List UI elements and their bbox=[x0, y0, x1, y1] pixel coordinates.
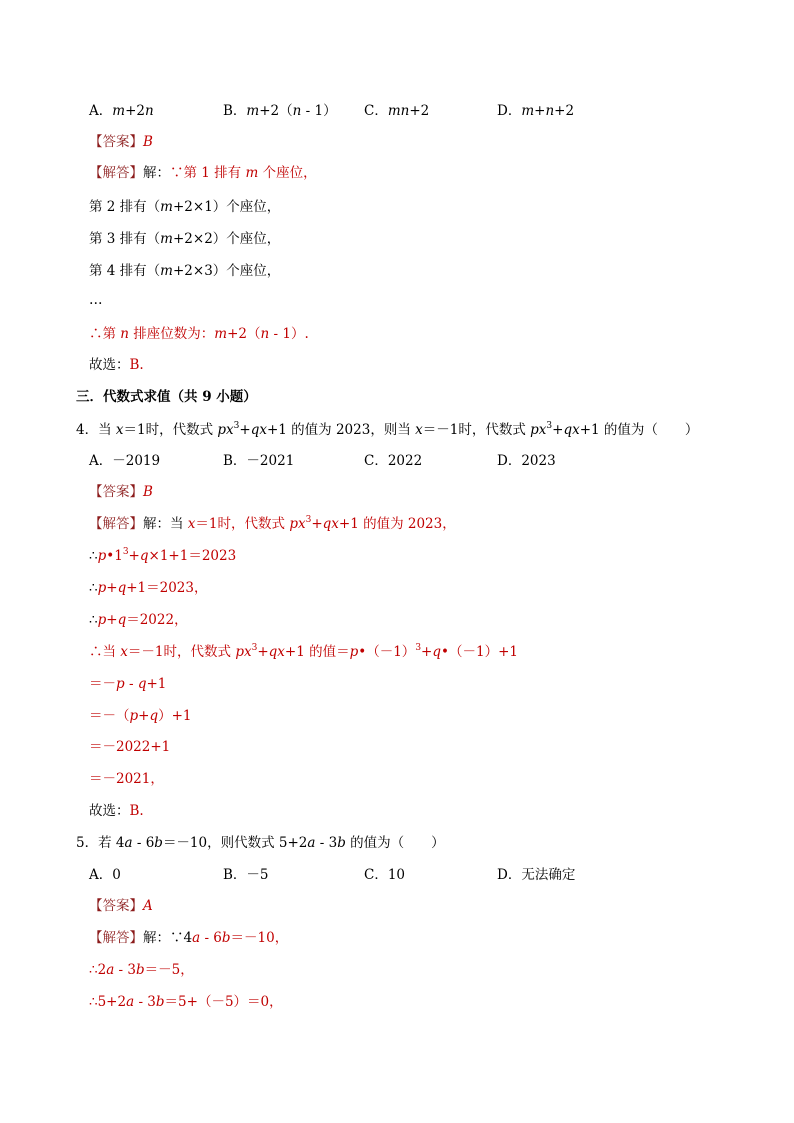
text-run: m bbox=[160, 263, 173, 279]
text-run: •1 bbox=[106, 548, 123, 564]
text-run: +1 的值＝ bbox=[284, 644, 350, 660]
text-run: a bbox=[126, 994, 135, 1010]
text-run: ＝－ bbox=[89, 676, 116, 692]
q4-line-2 bbox=[89, 610, 188, 630]
text-run: 第 3 排有（ bbox=[89, 231, 161, 247]
q4-option-d: D．2023 bbox=[497, 453, 556, 469]
q4-line-6 bbox=[89, 737, 170, 757]
q5-option-d: D．无法确定 bbox=[497, 867, 576, 883]
text-run: q bbox=[139, 548, 149, 564]
text-run: 5．若 4 bbox=[76, 835, 125, 851]
text-run: x bbox=[120, 644, 128, 660]
option-key: D． bbox=[497, 103, 522, 119]
text-run: m bbox=[245, 165, 259, 181]
q4-stem bbox=[76, 420, 698, 440]
text-run: px bbox=[235, 644, 252, 660]
q3-option-b bbox=[223, 101, 337, 121]
text-run: a bbox=[106, 962, 115, 978]
answer-label: 【答案】 bbox=[89, 898, 143, 914]
text-run: + bbox=[534, 103, 546, 119]
answer-value: A bbox=[143, 898, 153, 914]
q4-solution-line bbox=[89, 514, 456, 534]
text-run: ∴ bbox=[89, 612, 98, 628]
text-run: ＝－5， bbox=[144, 962, 194, 978]
q5-line-0 bbox=[89, 960, 194, 980]
text-run: ∴5+2 bbox=[89, 994, 127, 1010]
text-run: B bbox=[129, 357, 140, 373]
text-run: 第 4 排有（ bbox=[89, 263, 161, 279]
text-run: n bbox=[292, 103, 302, 119]
text-run: ＝2022， bbox=[126, 612, 188, 628]
text-run: . bbox=[139, 357, 144, 373]
answer-value: B bbox=[143, 134, 153, 150]
q4-line-5 bbox=[89, 706, 192, 726]
solution-text bbox=[143, 516, 456, 532]
text-run: +2×3）个座位， bbox=[172, 263, 281, 279]
text-run: . bbox=[139, 803, 144, 819]
answer-label: 【答案】 bbox=[89, 484, 143, 500]
q3-solution-line-0 bbox=[89, 163, 317, 183]
text-run: q bbox=[432, 644, 442, 660]
text-run: + bbox=[106, 580, 118, 596]
text-run: ∵第 1 排有 bbox=[170, 165, 246, 181]
text-run: m bbox=[112, 103, 126, 119]
text-run: +1 的值为 2023，则当 bbox=[266, 422, 416, 438]
q3-option-a bbox=[89, 101, 154, 121]
text-run: +2（ bbox=[227, 326, 261, 342]
solution-label: 【解答】 bbox=[89, 165, 143, 181]
q4-line-3 bbox=[89, 642, 518, 662]
text-run: •（－1） bbox=[358, 644, 416, 660]
text-run: ＝－2022+1 bbox=[89, 739, 171, 755]
q5-option-c: C．10 bbox=[364, 867, 406, 883]
text-run: 解：当 bbox=[143, 516, 188, 532]
q4-line-4 bbox=[89, 674, 166, 694]
section-heading: 三．代数式求值（共 9 小题） bbox=[76, 389, 257, 405]
text-run: 3 bbox=[251, 643, 258, 653]
answer-value: B bbox=[143, 484, 153, 500]
text-run: 个座位， bbox=[258, 165, 317, 181]
q4-conclusion bbox=[89, 801, 144, 821]
q3-solution-line-3 bbox=[89, 261, 280, 281]
text-run: 4．当 bbox=[76, 422, 116, 438]
text-run: ＝5+（－5）＝0， bbox=[164, 994, 283, 1010]
text-run: 3 bbox=[122, 547, 129, 557]
text-run: p bbox=[129, 708, 139, 724]
text-run: ＝－（ bbox=[89, 708, 130, 724]
text-run: n bbox=[144, 103, 154, 119]
text-run: ＝1时，代数式 bbox=[195, 516, 290, 532]
q5-stem bbox=[76, 833, 445, 853]
text-run: 解：∵4 bbox=[143, 930, 193, 946]
q5-option-b: B．－5 bbox=[223, 867, 269, 883]
text-run: qx bbox=[268, 644, 285, 660]
text-run: x bbox=[415, 422, 423, 438]
text-run: q bbox=[117, 580, 127, 596]
text-run: b bbox=[135, 962, 145, 978]
text-run: B bbox=[129, 803, 140, 819]
text-run: m bbox=[160, 199, 173, 215]
text-run: qx bbox=[563, 422, 580, 438]
text-run: +1 bbox=[146, 676, 167, 692]
text-run: qx bbox=[322, 516, 339, 532]
text-run: +1 的值为（ ） bbox=[579, 422, 699, 438]
text-run: +1＝2023， bbox=[126, 580, 208, 596]
text-run: - 6 bbox=[132, 835, 155, 851]
option-key: C． bbox=[364, 103, 388, 119]
text-run: - 3 bbox=[114, 962, 136, 978]
q3-solution-line-2 bbox=[89, 229, 280, 249]
text-run: + bbox=[311, 516, 323, 532]
text-run: b bbox=[221, 930, 231, 946]
text-run: a bbox=[307, 835, 316, 851]
text-run: 3 bbox=[415, 643, 422, 653]
text-run: +2 bbox=[409, 103, 430, 119]
answer-label: 【答案】 bbox=[89, 134, 143, 150]
text-run: 故选： bbox=[89, 357, 130, 373]
q4-line-0 bbox=[89, 546, 236, 566]
q5-answer bbox=[89, 896, 153, 916]
option-key: B． bbox=[223, 103, 247, 119]
text-run: n bbox=[545, 103, 555, 119]
text-run: +1 的值为 2023， bbox=[338, 516, 456, 532]
q4-option-a: A．－2019 bbox=[89, 453, 161, 469]
text-run: n bbox=[120, 326, 129, 342]
text-run: qx bbox=[250, 422, 267, 438]
text-run: ∴第 bbox=[89, 326, 121, 342]
text-run: - 1） bbox=[301, 103, 337, 119]
q4-line-1 bbox=[89, 578, 207, 598]
text-run: n bbox=[260, 326, 270, 342]
text-run: p bbox=[116, 676, 125, 692]
text-run: … bbox=[89, 292, 103, 308]
text-run: m bbox=[521, 103, 535, 119]
q4-line-7 bbox=[89, 769, 164, 789]
solution-start: 解： bbox=[143, 165, 170, 181]
text-run: - bbox=[124, 676, 138, 692]
text-run: - 1）. bbox=[269, 326, 309, 342]
q4-option-c: C．2022 bbox=[364, 453, 423, 469]
text-run: b bbox=[337, 835, 346, 851]
text-run: px bbox=[217, 422, 234, 438]
q4-option-b: B．－2021 bbox=[223, 453, 295, 469]
text-run: - 6 bbox=[200, 930, 222, 946]
solution-text bbox=[143, 930, 288, 946]
text-run: +2×2）个座位， bbox=[172, 231, 281, 247]
text-run: ＝－1时，代数式 bbox=[422, 422, 531, 438]
text-run: + bbox=[239, 422, 251, 438]
text-run: b bbox=[155, 994, 165, 1010]
text-run: 3 bbox=[546, 421, 553, 431]
solution-label: 【解答】 bbox=[89, 516, 143, 532]
text-run: ∴2 bbox=[89, 962, 107, 978]
q3-option-c bbox=[364, 101, 429, 121]
text-run: +2×1）个座位， bbox=[172, 199, 281, 215]
solution-label: 【解答】 bbox=[89, 930, 143, 946]
text-run: ＝－10， bbox=[230, 930, 289, 946]
text-run: mn bbox=[387, 103, 410, 119]
q5-line-1 bbox=[89, 992, 283, 1012]
q3-solution-line-1 bbox=[89, 197, 280, 217]
q4-answer bbox=[89, 482, 153, 502]
text-run: ＝－1时，代数式 bbox=[127, 644, 236, 660]
text-run: - 3 bbox=[315, 835, 338, 851]
text-run: p bbox=[97, 548, 107, 564]
text-run: ＝1时，代数式 bbox=[123, 422, 218, 438]
text-run: 的值为（ ） bbox=[345, 835, 445, 851]
text-run: + bbox=[421, 644, 433, 660]
text-run: p bbox=[97, 612, 107, 628]
text-run: ）+1 bbox=[158, 708, 192, 724]
q3-solution-line-4 bbox=[89, 290, 103, 310]
text-run: +2（ bbox=[259, 103, 293, 119]
text-run: +2 bbox=[554, 103, 575, 119]
text-run: ∴ bbox=[89, 548, 98, 564]
text-run: q bbox=[149, 708, 159, 724]
text-run: q bbox=[137, 676, 147, 692]
text-run: 3 bbox=[305, 515, 312, 525]
text-run: q bbox=[117, 612, 127, 628]
text-run: p bbox=[97, 580, 107, 596]
text-run: + bbox=[138, 708, 150, 724]
text-run: - 3 bbox=[134, 994, 156, 1010]
text-run: 故选： bbox=[89, 803, 130, 819]
text-run: 第 2 排有（ bbox=[89, 199, 161, 215]
q3-option-d bbox=[497, 101, 574, 121]
text-run: a bbox=[124, 835, 133, 851]
text-run: ＝－10，则代数式 5+2 bbox=[162, 835, 308, 851]
text-run: m bbox=[246, 103, 260, 119]
q5-solution-line bbox=[89, 928, 288, 948]
text-run: px bbox=[289, 516, 306, 532]
text-run: ×1+1＝2023 bbox=[148, 548, 237, 564]
text-run: + bbox=[106, 612, 118, 628]
option-key: A． bbox=[89, 103, 113, 119]
q3-solution-line-5 bbox=[89, 324, 309, 344]
q5-option-a: A．0 bbox=[89, 867, 121, 883]
text-run: ＝－2021， bbox=[89, 771, 164, 787]
text-run: m bbox=[160, 231, 173, 247]
q3-conclusion bbox=[89, 355, 144, 375]
text-run: x bbox=[187, 516, 196, 532]
text-run: + bbox=[257, 644, 269, 660]
solution-text bbox=[170, 165, 317, 181]
text-run: ∴ bbox=[89, 580, 98, 596]
text-run: 3 bbox=[233, 421, 240, 431]
text-run: x bbox=[115, 422, 124, 438]
text-run: +2 bbox=[125, 103, 145, 119]
text-run: •（－1）+1 bbox=[441, 644, 518, 660]
text-run: + bbox=[552, 422, 564, 438]
text-run: ∴当 bbox=[89, 644, 121, 660]
text-run: px bbox=[530, 422, 547, 438]
text-run: 排座位数为： bbox=[129, 326, 215, 342]
text-run: m bbox=[214, 326, 228, 342]
text-run: b bbox=[154, 835, 163, 851]
text-run: + bbox=[128, 548, 140, 564]
text-run: p bbox=[349, 644, 359, 660]
text-run: a bbox=[192, 930, 201, 946]
q3-answer bbox=[89, 132, 153, 152]
